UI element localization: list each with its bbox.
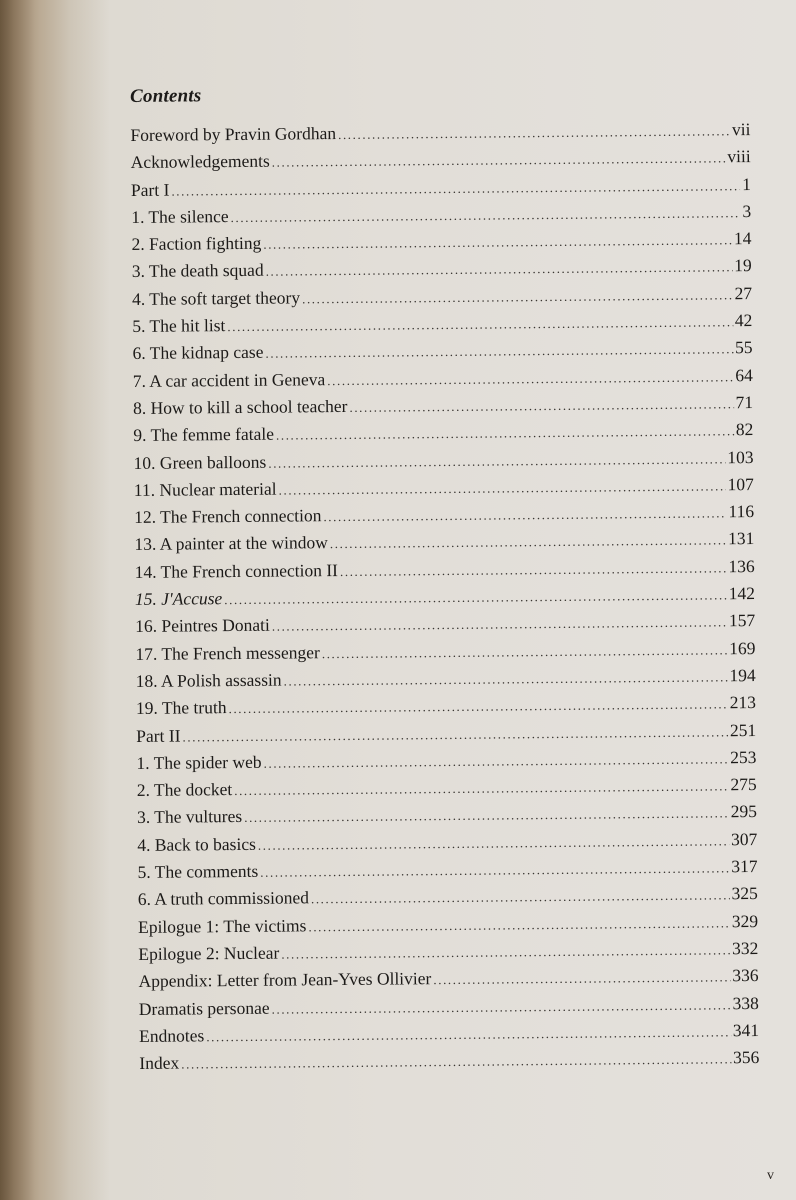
toc-entry-title: Index	[139, 1052, 180, 1074]
toc-entry-title: 4. The soft target theory	[131, 287, 301, 309]
toc-entry-page: 341	[732, 1019, 760, 1041]
toc-entry-title: 5. The comments	[137, 860, 259, 882]
dot-leader	[327, 363, 733, 394]
toc-entry-page: 356	[733, 1047, 760, 1068]
dot-leader	[311, 882, 730, 913]
toc-entry-title: 8. How to kill a school teacher	[132, 395, 348, 418]
toc-entry-title: 16. Peintres Donati	[135, 615, 270, 637]
dot-leader	[283, 663, 727, 695]
dot-leader	[272, 609, 727, 641]
dot-leader	[322, 636, 728, 667]
toc-entry-page: 157	[728, 610, 756, 631]
toc-entry-title: 3. The death squad	[131, 260, 264, 282]
toc-entry-page: 253	[730, 746, 757, 768]
toc-entry-title: 2. Faction fighting	[131, 232, 262, 255]
toc-entry-page: 295	[730, 801, 758, 822]
dot-leader	[338, 117, 730, 148]
toc-entry-page: 275	[730, 774, 757, 795]
toc-entry-title: Epilogue 1: The victims	[137, 914, 307, 937]
contents-list	[130, 116, 759, 1077]
toc-entry-page: 1	[742, 173, 752, 194]
book-spine-shadow	[0, 0, 110, 1200]
toc-entry-title: Endnotes	[139, 1025, 205, 1046]
toc-entry-page: 336	[732, 965, 759, 986]
toc-entry-page: 64	[735, 364, 753, 385]
toc-entry-title: Acknowledgements	[130, 150, 270, 173]
toc-entry-page: 317	[731, 856, 758, 877]
toc-entry-page: 14	[733, 228, 752, 249]
toc-entry-page: 307	[730, 828, 758, 849]
toc-entry-title: 7. A car accident in Geneva	[132, 368, 326, 391]
dot-leader	[330, 527, 727, 558]
dot-leader	[268, 445, 725, 477]
toc-entry-page: 332	[731, 937, 759, 959]
dot-leader	[278, 472, 725, 504]
toc-entry-page: 194	[729, 664, 756, 686]
toc-entry-page: 82	[735, 419, 754, 440]
dot-leader	[340, 554, 727, 585]
dot-leader	[181, 1045, 731, 1078]
toc-entry-page: 3	[742, 200, 752, 222]
toc-entry-page: viii	[727, 146, 751, 167]
toc-entry-page: 338	[732, 992, 759, 1013]
toc-entry-title: 18. A Polish assassin	[135, 669, 282, 691]
toc-entry-page: vii	[731, 119, 751, 140]
dot-leader	[276, 417, 734, 449]
dot-leader	[323, 499, 726, 530]
toc-entry-title: 4. Back to basics	[137, 833, 256, 855]
toc-entry-page: 131	[728, 528, 755, 549]
toc-entry-page: 325	[731, 883, 758, 904]
toc-entry-title: Part II	[136, 725, 181, 746]
toc-entry-title: Dramatis personae	[138, 997, 270, 1019]
toc-entry-title: Part I	[130, 179, 170, 200]
toc-entry-page: 55	[734, 337, 753, 358]
toc-entry-title: 12. The French connection	[134, 505, 322, 528]
contents-heading: Contents	[130, 85, 202, 107]
toc-entry-title: 17. The French messenger	[135, 641, 320, 664]
toc-entry-title: 14. The French connection II	[134, 559, 339, 582]
toc-entry-page: 116	[728, 501, 755, 522]
contents-page	[130, 80, 759, 1077]
toc-entry-page: 169	[729, 637, 756, 658]
toc-entry-page: 142	[728, 583, 755, 604]
toc-entry-page: 251	[729, 719, 757, 740]
toc-entry-title: Foreword by Pravin Gordhan	[130, 123, 337, 145]
toc-entry-page: 103	[727, 446, 754, 467]
toc-entry-page: 107	[727, 473, 754, 495]
toc-entry-page: 19	[734, 255, 752, 276]
toc-entry-title: 6. The kidnap case	[132, 342, 264, 364]
toc-entry-title: 2. The docket	[136, 779, 233, 801]
toc-entry-title: 1. The spider web	[136, 751, 262, 773]
toc-entry-title: 19. The truth	[135, 697, 227, 719]
toc-entry-title: 6. A truth commissioned	[137, 887, 310, 910]
toc-entry-page: 329	[731, 910, 759, 931]
dot-leader	[308, 909, 730, 940]
toc-entry-title: 9. The femme fatale	[133, 423, 275, 446]
toc-entry-page: 136	[728, 555, 755, 577]
toc-entry-page: 71	[735, 392, 754, 413]
toc-entry-title: 11. Nuclear material	[133, 478, 277, 500]
toc-entry-title: Epilogue 2: Nuclear	[138, 942, 280, 964]
dot-leader	[271, 991, 730, 1023]
toc-entry-page: 27	[734, 282, 753, 303]
page-number: v	[767, 1168, 774, 1183]
dot-leader	[433, 963, 730, 993]
dot-leader	[272, 145, 726, 177]
toc-entry-page: 42	[734, 310, 753, 331]
dot-leader	[281, 936, 730, 968]
toc-entry-title: 1. The silence	[131, 205, 229, 227]
dot-leader	[349, 390, 733, 421]
dot-leader	[302, 281, 733, 312]
toc-entry-title: 13. A painter at the window	[134, 532, 328, 555]
toc-entry-title: 5. The hit list	[132, 315, 226, 337]
toc-entry-page: 213	[729, 692, 757, 713]
toc-entry-title: 15. J'Accuse	[134, 588, 223, 610]
toc-entry-title: Appendix: Letter from Jean-Yves Ollivier	[138, 968, 432, 992]
toc-entry-title: 3. The vultures	[136, 806, 243, 828]
toc-entry-title: 10. Green balloons	[133, 451, 267, 473]
